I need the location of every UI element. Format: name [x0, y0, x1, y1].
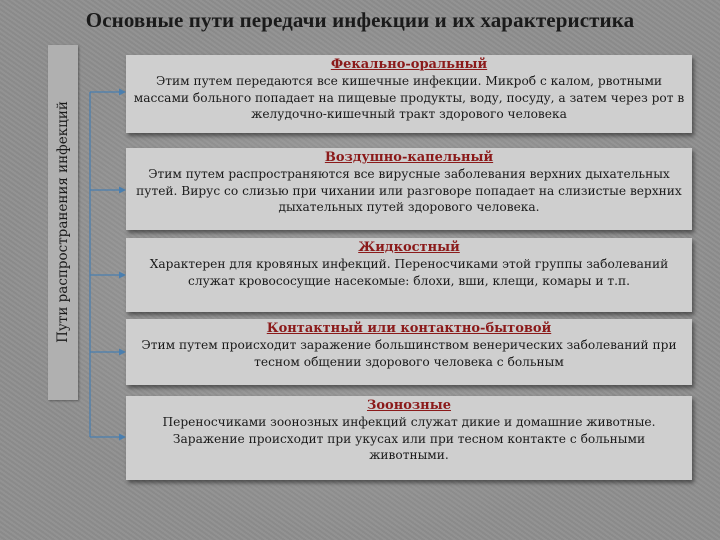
route-title: Зоонозные [366, 398, 452, 413]
side-label: Пути распространения инфекций [55, 101, 71, 343]
arrow-head-2 [119, 187, 126, 194]
arrow-head-4 [119, 349, 126, 356]
route-description: Характерен для кровяных инфекций. Переносчиками этой группы заболеваний служат кровососущие насекомые: блохи, вши, клещи, комары и т.п. [149, 257, 669, 288]
route-card-fecal-oral [126, 55, 692, 133]
arrow-head-5 [119, 434, 126, 441]
route-card-zoonotic [126, 396, 692, 480]
arrow-head-1 [119, 89, 126, 96]
route-card-contact [126, 319, 692, 385]
route-title: Жидкостный [358, 240, 460, 255]
route-description: Этим путем передаются все кишечные инфекции. Микроб с калом, рвотными массами больного попадает на пищевые продукты, воду, посуду, а затем через рот в желудочно-кишечный тракт здорового человека [133, 74, 685, 121]
route-title: Воздушно-капельный [324, 150, 494, 165]
route-description: Этим путем распространяются все вирусные заболевания верхних дыхательных путей. Вирус со слизью при чихании или разговоре попадает на слизистые верхних дыхательных путей здорового человека. [136, 167, 682, 214]
route-description: Этим путем происходит заражение большинством венерических заболеваний при тесном общении здорового человека с больным [141, 338, 677, 369]
route-card-airborne [126, 148, 692, 230]
route-title: Фекально-оральный [330, 57, 488, 72]
arrow-head-3 [119, 272, 126, 279]
route-description: Переносчиками зоонозных инфекций служат дикие и домашние животные. Заражение происходит при укусах или при тесном контакте с больными животными. [162, 415, 656, 462]
route-title: Контактный или контактно-бытовой [266, 321, 552, 336]
page-title: Основные пути передачи инфекции и их характеристика [85, 8, 635, 32]
route-card-liquid [126, 238, 692, 312]
